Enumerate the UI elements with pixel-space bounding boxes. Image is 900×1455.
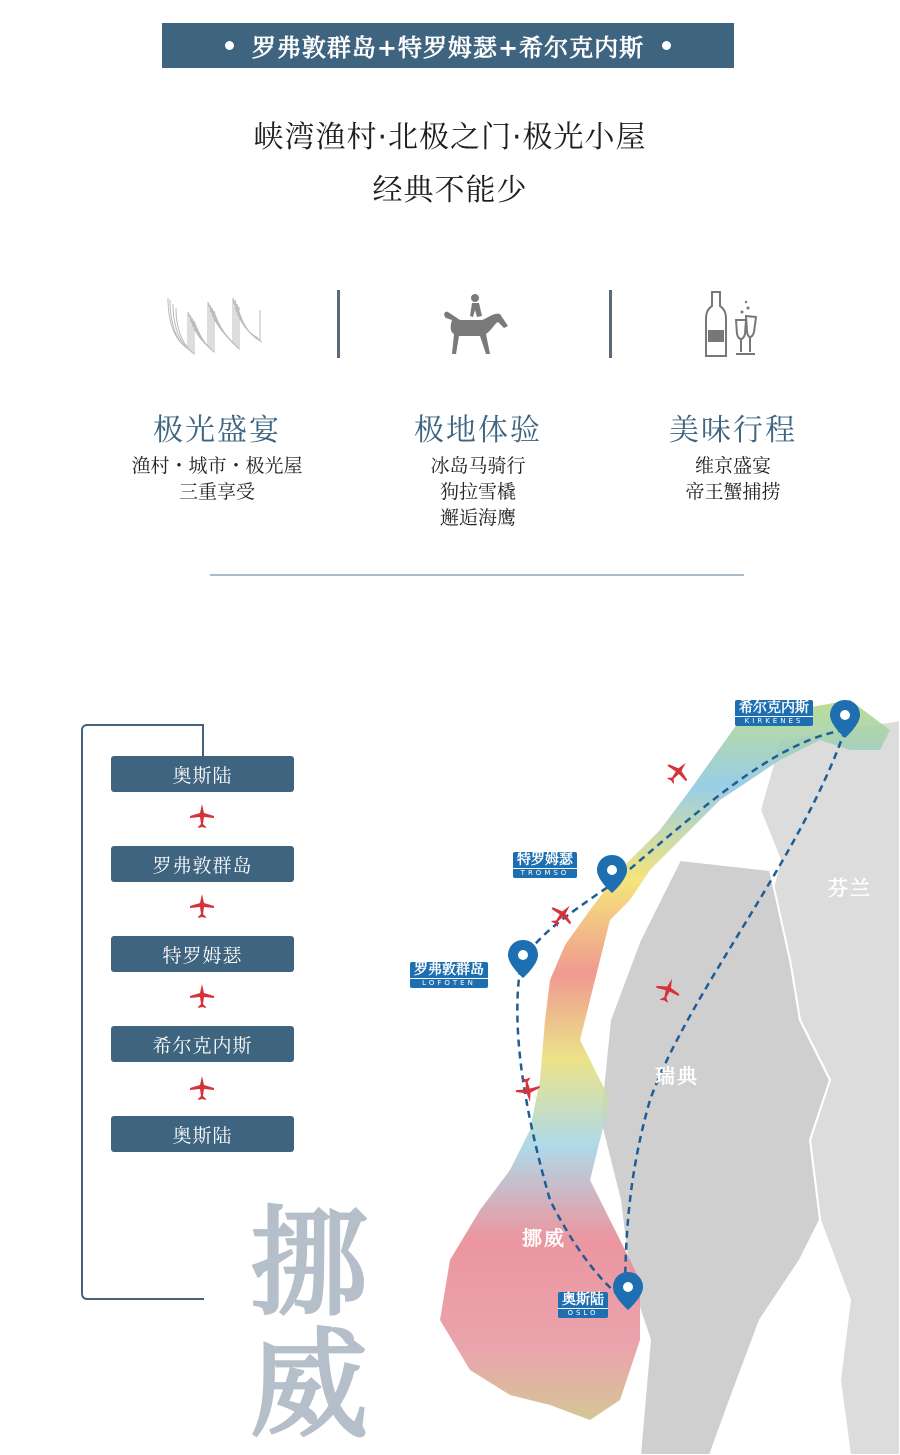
- route-stop: 罗弗敦群岛: [111, 846, 294, 882]
- city-label-kirkenes: 希尔克内斯 KIRKENES: [735, 700, 813, 726]
- bullet-dot: [662, 41, 671, 50]
- headline-line-1: 峡湾渔村·北极之门·极光小屋: [253, 120, 647, 155]
- airplane-icon: [188, 802, 216, 830]
- city-label-lofoten: 罗弗敦群岛 LOFOTEN: [410, 962, 488, 988]
- feature-description: 维京盛宴 帝王蟹捕捞: [685, 455, 781, 503]
- aurora-icon: [165, 290, 265, 360]
- country-label-norway: 挪威: [522, 1226, 566, 1250]
- title-banner: [162, 23, 734, 68]
- route-bracket: [202, 724, 204, 756]
- feature-title: 美味行程: [669, 413, 797, 448]
- headline-line-2: 经典不能少: [372, 173, 528, 208]
- route-stop: 奥斯陆: [111, 1116, 294, 1152]
- country-label-sweden: 瑞典: [655, 1064, 699, 1088]
- feature-title: 极光盛宴: [153, 413, 281, 448]
- feature-description: 冰岛马骑行 狗拉雪橇 邂逅海鹰: [430, 455, 526, 529]
- city-label-oslo: 奥斯陆 OSLO: [558, 1292, 608, 1318]
- route-bracket: [81, 724, 204, 1300]
- big-title-char: 威: [250, 1315, 369, 1454]
- airplane-icon: [188, 892, 216, 920]
- route-stop: 奥斯陆: [111, 756, 294, 792]
- horse-rider-icon: [430, 290, 530, 360]
- country-label-finland: 芬兰: [828, 876, 872, 900]
- divider-2: [609, 290, 612, 358]
- divider-1: [337, 290, 340, 358]
- feature-description: 渔村・城市・极光屋 三重享受: [131, 455, 303, 503]
- champagne-icon: [690, 290, 790, 360]
- airplane-icon: [188, 982, 216, 1010]
- section-divider: [210, 574, 744, 576]
- feature-title: 极地体验: [414, 413, 542, 448]
- route-stop: 希尔克内斯: [111, 1026, 294, 1062]
- route-stop: 特罗姆瑟: [111, 936, 294, 972]
- location-pin-icon: [508, 940, 538, 978]
- bullet-dot: [225, 41, 234, 50]
- city-label-tromso: 特罗姆瑟 TROMSO: [513, 852, 577, 878]
- banner-text: 罗弗敦群岛+特罗姆瑟+希尔克内斯: [251, 33, 645, 62]
- big-title-char: 挪: [250, 1193, 369, 1332]
- airplane-icon: [188, 1074, 216, 1102]
- norway-route-map: [380, 660, 900, 1455]
